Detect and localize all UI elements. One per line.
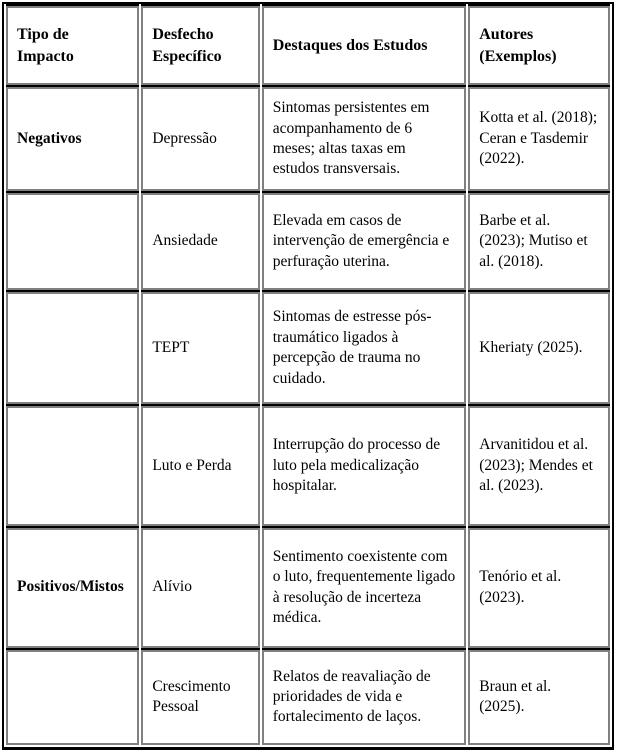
cell-desfecho: Luto e Perda xyxy=(141,406,259,526)
impact-outcomes-table xyxy=(2,2,614,750)
cell-autores: Tenório et al. (2023). xyxy=(468,528,610,648)
cell-desfecho: TEPT xyxy=(141,292,259,404)
table-row xyxy=(6,193,610,290)
cell-tipo-impacto xyxy=(6,193,139,290)
cell-autores: Arvanitidou et al. (2023); Mendes et al. (2023). xyxy=(468,406,610,526)
cell-destaques: Sintomas persistentes em acompanhamento de 6 meses; altas taxas em estudos transversais. xyxy=(262,87,467,191)
cell-tipo-impacto xyxy=(6,406,139,526)
cell-desfecho: Crescimento Pessoal xyxy=(141,650,259,745)
cell-tipo-impacto: Negativos xyxy=(6,87,139,191)
table-row xyxy=(6,406,610,526)
cell-desfecho: Ansiedade xyxy=(141,193,259,290)
cell-autores: Kotta et al. (2018); Ceran e Tasdemir (2022). xyxy=(468,87,610,191)
cell-desfecho: Depressão xyxy=(141,87,259,191)
header-autores-exemplos: Autores (Exemplos) xyxy=(468,6,610,85)
cell-destaques: Relatos de reavaliação de prioridades de vida e fortalecimento de laços. xyxy=(262,650,467,745)
table-row xyxy=(6,528,610,648)
cell-autores: Braun et al. (2025). xyxy=(468,650,610,745)
table-row xyxy=(6,650,610,745)
header-desfecho-especifico: Desfecho Específico xyxy=(141,6,259,85)
cell-tipo-impacto: Positivos/Mistos xyxy=(6,528,139,648)
cell-destaques: Sentimento coexistente com o luto, frequentemente ligado à resolução de incerteza médica. xyxy=(262,528,467,648)
cell-tipo-impacto xyxy=(6,650,139,745)
cell-tipo-impacto xyxy=(6,292,139,404)
cell-desfecho: Alívio xyxy=(141,528,259,648)
cell-destaques: Sintomas de estresse pós-traumático ligados à percepção de trauma no cuidado. xyxy=(262,292,467,404)
table-row xyxy=(6,292,610,404)
cell-destaques: Elevada em casos de intervenção de emergência e perfuração uterina. xyxy=(262,193,467,290)
table-header-row xyxy=(6,6,610,85)
cell-autores: Kheriaty (2025). xyxy=(468,292,610,404)
cell-autores: Barbe et al. (2023); Mutiso et al. (2018). xyxy=(468,193,610,290)
cell-destaques: Interrupção do processo de luto pela medicalização hospitalar. xyxy=(262,406,467,526)
header-destaques-dos-estudos: Destaques dos Estudos xyxy=(262,6,467,85)
table-row xyxy=(6,87,610,191)
header-tipo-de-impacto: Tipo de Impacto xyxy=(6,6,139,85)
